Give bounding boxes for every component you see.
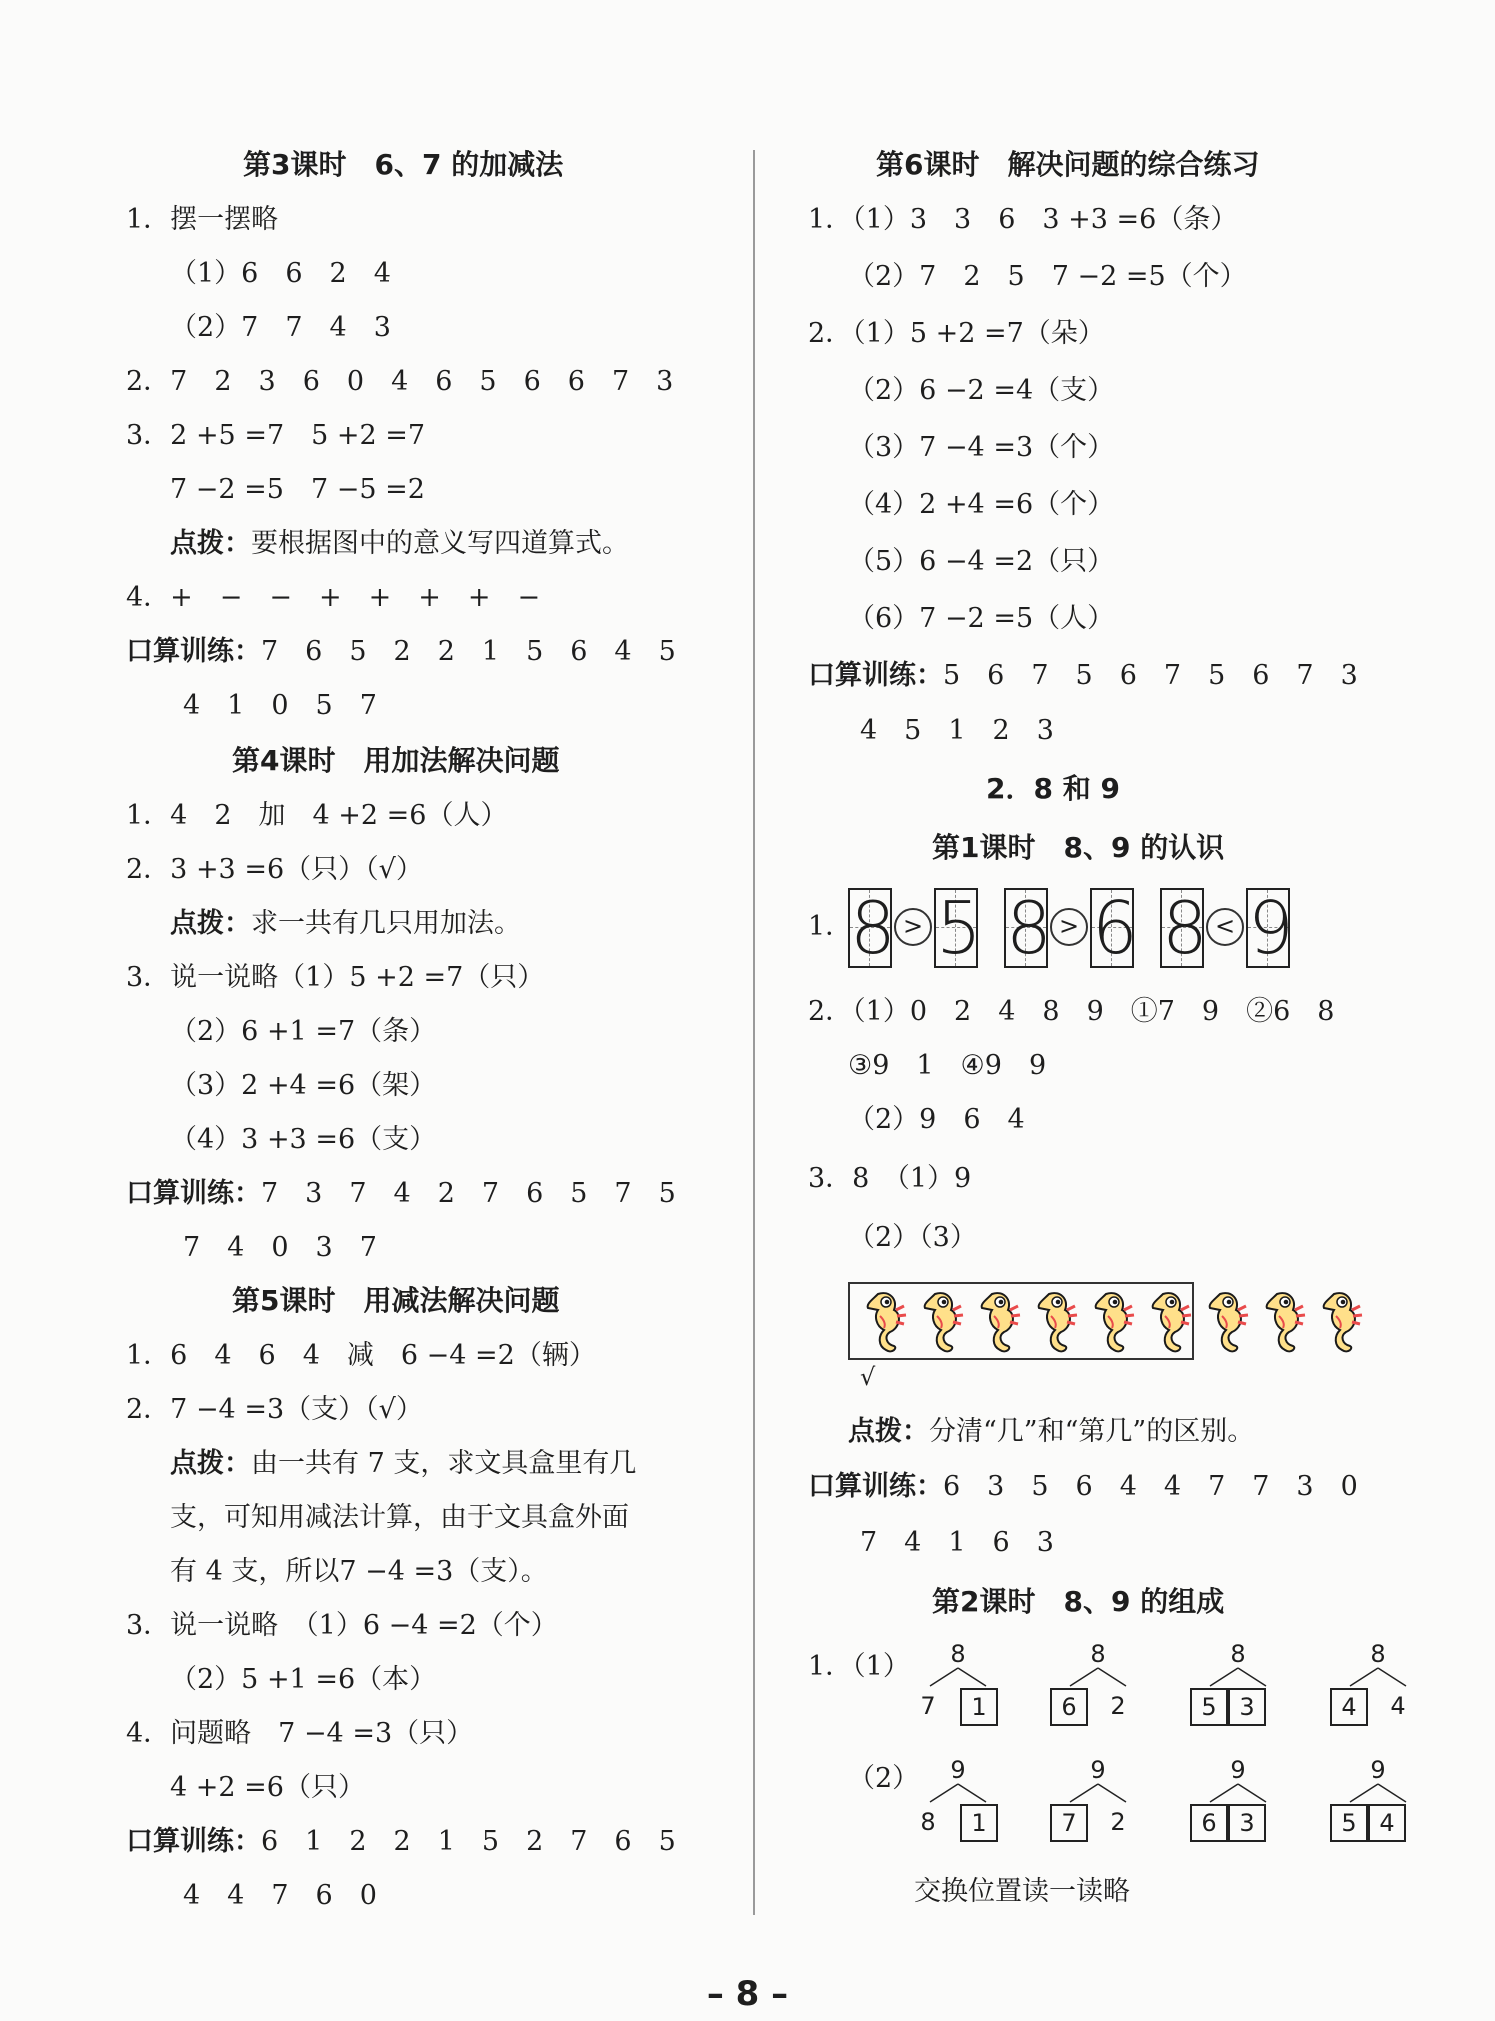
l6-q2f: （6）7 −2 =5（人） xyxy=(848,603,1115,634)
tree-total: 8 xyxy=(1090,1640,1106,1668)
l4-tip xyxy=(170,907,521,941)
tree-branches xyxy=(1048,1666,1148,1688)
l5-tip3: 有 4 支，所以7 −4 =3（支）。 xyxy=(170,1556,548,1587)
r1-q1-label: 1． xyxy=(808,911,853,942)
digit-card xyxy=(1090,886,1138,970)
seahorse-icon xyxy=(913,1286,969,1356)
branch-line xyxy=(1378,1668,1406,1686)
l5-oral xyxy=(126,1825,676,1859)
tree-branches xyxy=(1328,1782,1428,1804)
composition-tree xyxy=(1048,1640,1148,1730)
tree-total: 9 xyxy=(950,1756,966,1784)
branch-line xyxy=(1210,1784,1238,1802)
tree-part-right: 4 xyxy=(1368,1804,1406,1842)
digit-compare-row xyxy=(848,886,1294,970)
tree-part-left: 8 xyxy=(920,1808,936,1836)
composition-tree xyxy=(908,1756,1008,1846)
composition-tree xyxy=(1188,1640,1288,1730)
compare-sign: < xyxy=(1206,908,1244,946)
l5-q3: 3．说一说略 （1）6 −4 =2（个） xyxy=(126,1610,558,1641)
tip-text: 分清“几”和“第几”的区别。 xyxy=(929,1416,1255,1447)
tip-text: 由一共有 7 支，求文具盒里有几 xyxy=(251,1448,637,1479)
l3-oral2: 4 1 0 5 7 xyxy=(183,690,377,721)
r1-oral2: 7 4 1 6 3 xyxy=(860,1527,1054,1558)
digit-card xyxy=(848,886,896,970)
oral-values: 7 6 5 2 2 1 5 6 4 5 xyxy=(261,636,676,667)
digit-card xyxy=(934,886,982,970)
tree-part-left: 7 xyxy=(920,1692,936,1720)
digit-card xyxy=(1246,886,1294,970)
r1-q3b: （2）（3） xyxy=(848,1222,977,1253)
l3-q1a: （1）6 6 2 4 xyxy=(170,258,391,289)
seahorse-row xyxy=(848,1278,1368,1358)
unit-title: 2．8 和 9 xyxy=(986,772,1120,805)
branch-line xyxy=(1098,1668,1126,1686)
tree-total: 9 xyxy=(1090,1756,1106,1784)
lesson6-title: 第6课时 解决问题的综合练习 xyxy=(876,148,1260,181)
branch-line xyxy=(1350,1668,1378,1686)
l6-oral2: 4 5 1 2 3 xyxy=(860,715,1054,746)
seahorse-icon xyxy=(1084,1286,1140,1356)
oral-label: 口算训练： xyxy=(126,1826,261,1857)
l5-q2: 2．7 −4 =3（支）（√） xyxy=(126,1394,423,1425)
seahorse-icon xyxy=(1198,1286,1254,1356)
l5-q4b: 4 +2 =6（只） xyxy=(170,1772,365,1803)
digit-value: 6 xyxy=(1092,886,1138,970)
l3-q3b: 7 −2 =5 7 −5 =2 xyxy=(170,474,425,505)
tree-branches xyxy=(908,1666,1008,1688)
l4-q2: 2．3 +3 =6（只）（√） xyxy=(126,854,423,885)
oral-label: 口算训练： xyxy=(126,1178,261,1209)
tree-total: 8 xyxy=(950,1640,966,1668)
branch-line xyxy=(958,1668,986,1686)
tree-branches xyxy=(1188,1782,1288,1804)
tip-label: 点拨： xyxy=(170,528,251,559)
tree-part-right: 2 xyxy=(1110,1692,1126,1720)
seahorse-icon xyxy=(1027,1286,1083,1356)
digit-value: 9 xyxy=(1248,886,1294,970)
branch-line xyxy=(1070,1784,1098,1802)
r1-q2a: 2．（1）0 2 4 8 9 ①7 9 ②6 8 xyxy=(808,996,1335,1027)
lesson4-title: 第4课时 用加法解决问题 xyxy=(232,744,560,777)
l3-q4: 4．+ − − + + + + − xyxy=(126,582,541,613)
tree-part-right: 1 xyxy=(960,1688,998,1726)
branch-line xyxy=(958,1784,986,1802)
r1-tip xyxy=(848,1415,1254,1449)
branch-line xyxy=(1210,1668,1238,1686)
tree-branches xyxy=(1328,1666,1428,1688)
branch-line xyxy=(930,1668,958,1686)
tree-branches xyxy=(1048,1782,1148,1804)
l4-q3: 3．说一说略（1）5 +2 =7（只） xyxy=(126,962,545,993)
l3-q1b: （2）7 7 4 3 xyxy=(170,312,391,343)
tree-part-left: 4 xyxy=(1330,1688,1368,1726)
tip-text: 求一共有几只用加法。 xyxy=(251,908,521,939)
tip-text: 要根据图中的意义写四道算式。 xyxy=(251,528,629,559)
digit-card xyxy=(1160,886,1208,970)
l3-q3a: 3．2 +5 =7 5 +2 =7 xyxy=(126,420,426,451)
r1-q2b: ③9 1 ④9 9 xyxy=(848,1050,1047,1081)
digit-value: 8 xyxy=(1006,886,1052,970)
l6-q2c: （3）7 −4 =3（个） xyxy=(848,432,1115,463)
l4-q3c: （3）2 +4 =6（架） xyxy=(170,1070,437,1101)
r2-q1b-label: （2） xyxy=(848,1763,920,1794)
tree-total: 9 xyxy=(1370,1756,1386,1784)
tree-part-left: 6 xyxy=(1050,1688,1088,1726)
composition-tree xyxy=(908,1640,1008,1730)
seahorse-icon xyxy=(856,1286,912,1356)
l4-q3b: （2）6 +1 =7（条） xyxy=(170,1016,437,1047)
oral-label: 口算训练： xyxy=(126,636,261,667)
oral-values: 7 3 7 4 2 7 6 5 7 5 xyxy=(261,1178,676,1209)
page-number: – 8 – xyxy=(706,1974,789,2014)
l5-oral2: 4 4 7 6 0 xyxy=(183,1880,377,1911)
digit-value: 8 xyxy=(850,886,896,970)
l6-q2d: （4）2 +4 =6（个） xyxy=(848,489,1115,520)
r2-q1-label: 1．（1） xyxy=(808,1651,910,1682)
branch-line xyxy=(1350,1784,1378,1802)
l5-tip2: 支，可知用减法计算，由于文具盒外面 xyxy=(170,1502,629,1533)
tree-part-right: 2 xyxy=(1110,1808,1126,1836)
branch-line xyxy=(1238,1784,1266,1802)
tree-total: 8 xyxy=(1230,1640,1246,1668)
compare-sign: > xyxy=(894,908,932,946)
lesson2-title: 第2课时 8、9 的组成 xyxy=(932,1585,1225,1618)
seahorse-icon xyxy=(970,1286,1026,1356)
oral-label: 口算训练： xyxy=(808,660,943,691)
l3-oral xyxy=(126,635,676,669)
digit-card xyxy=(1004,886,1052,970)
column-divider xyxy=(753,150,755,1915)
tree-part-left: 5 xyxy=(1330,1804,1368,1842)
tip-label: 点拨： xyxy=(170,908,251,939)
seahorse-icon xyxy=(1141,1286,1197,1356)
l5-q3b: （2）5 +1 =6（本） xyxy=(170,1664,437,1695)
l6-q1b: （2）7 2 5 7 −2 =5（个） xyxy=(848,261,1247,292)
lesson1-title: 第1课时 8、9 的认识 xyxy=(932,831,1225,864)
tree-branches xyxy=(1188,1666,1288,1688)
l5-tip xyxy=(170,1447,636,1481)
branch-line xyxy=(1070,1668,1098,1686)
tree-total: 8 xyxy=(1370,1640,1386,1668)
oral-values: 6 3 5 6 4 4 7 7 3 0 xyxy=(943,1471,1358,1502)
l5-q1: 1．6 4 6 4 减 6 −4 =2（辆） xyxy=(126,1340,596,1371)
l6-q2b: （2）6 −2 =4（支） xyxy=(848,375,1115,406)
tree-part-left: 6 xyxy=(1190,1804,1228,1842)
l4-oral2: 7 4 0 3 7 xyxy=(183,1232,377,1263)
composition-8-row xyxy=(908,1640,1448,1740)
tree-part-right: 3 xyxy=(1228,1804,1266,1842)
branch-line xyxy=(1098,1784,1126,1802)
l6-q2e: （5）6 −4 =2（只） xyxy=(848,546,1115,577)
branch-line xyxy=(930,1784,958,1802)
l3-q2: 2．7 2 3 6 0 4 6 5 6 6 7 3 xyxy=(126,366,674,397)
digit-value: 5 xyxy=(936,886,982,970)
composition-tree xyxy=(1328,1756,1428,1846)
l4-q1: 1．4 2 加 4 +2 =6（人） xyxy=(126,800,508,831)
composition-9-row xyxy=(908,1756,1448,1856)
composition-tree xyxy=(1188,1756,1288,1846)
l4-q3d: （4）3 +3 =6（支） xyxy=(170,1124,437,1155)
oral-values: 5 6 7 5 6 7 5 6 7 3 xyxy=(943,660,1358,691)
tip-label: 点拨： xyxy=(170,1448,251,1479)
oral-label: 口算训练： xyxy=(808,1471,943,1502)
lesson3-title: 第3课时 6、7 的加减法 xyxy=(243,148,564,181)
r2-note: 交换位置读一读略 xyxy=(914,1876,1130,1907)
tree-part-right: 3 xyxy=(1228,1688,1266,1726)
tree-part-left: 7 xyxy=(1050,1804,1088,1842)
l6-oral xyxy=(808,659,1358,693)
composition-tree xyxy=(1328,1640,1428,1730)
tree-total: 9 xyxy=(1230,1756,1246,1784)
check-mark: √ xyxy=(860,1363,876,1391)
l4-oral xyxy=(126,1177,676,1211)
composition-tree xyxy=(1048,1756,1148,1846)
seahorse-icon xyxy=(1255,1286,1311,1356)
tree-part-left: 5 xyxy=(1190,1688,1228,1726)
tree-branches xyxy=(908,1782,1008,1804)
l6-q2a: 2．（1）5 +2 =7（朵） xyxy=(808,318,1105,349)
tree-part-right: 1 xyxy=(960,1804,998,1842)
r1-oral xyxy=(808,1470,1358,1504)
l6-q1a: 1．（1）3 3 6 3 +3 =6（条） xyxy=(808,204,1238,235)
digit-value: 8 xyxy=(1162,886,1208,970)
seahorse-icon xyxy=(1312,1286,1368,1356)
lesson5-title: 第5课时 用减法解决问题 xyxy=(232,1284,560,1317)
compare-sign: > xyxy=(1050,908,1088,946)
branch-line xyxy=(1238,1668,1266,1686)
oral-values: 6 1 2 2 1 5 2 7 6 5 xyxy=(261,1826,676,1857)
r1-q2c: （2）9 6 4 xyxy=(848,1104,1025,1135)
branch-line xyxy=(1378,1784,1406,1802)
tip-label: 点拨： xyxy=(848,1416,929,1447)
l3-q1: 1．摆一摆略 xyxy=(126,204,279,235)
tree-part-right: 4 xyxy=(1390,1692,1406,1720)
r1-q3a: 3．8 （1）9 xyxy=(808,1163,972,1194)
l5-q4: 4．问题略 7 −4 =3（只） xyxy=(126,1718,474,1749)
l3-tip xyxy=(170,527,629,561)
